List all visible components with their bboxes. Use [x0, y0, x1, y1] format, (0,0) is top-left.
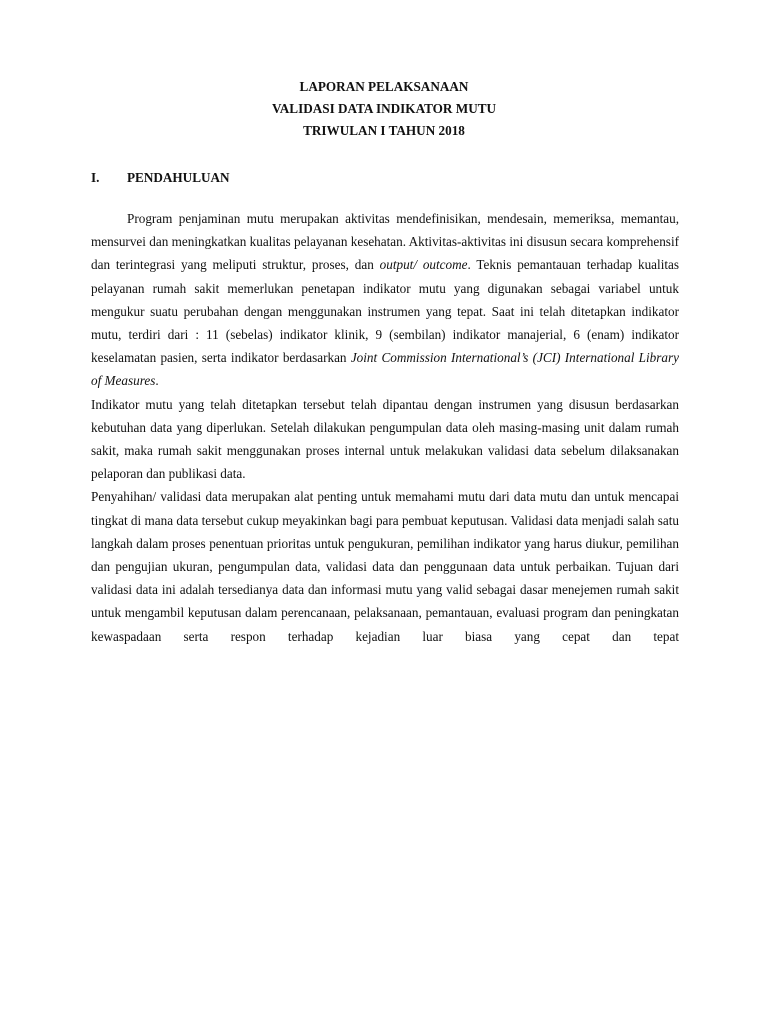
title-line-1: LAPORAN PELAKSANAAN: [299, 79, 469, 94]
document-title: [0, 76, 768, 142]
paragraph-3: Penyahihan/ validasi data merupakan alat penting untuk memahami mutu dari data mutu dan untuk mencapai tingkat di mana data tersebut cukup meyakinkan bagi para pembuat keputusan. Validasi data menjadi salah satu langkah dalam proses penentuan prioritas untuk pengukuran, pemilihan indikator yang harus diukur, pemilihan dan pengujian ukuran, pengumpulan data, validasi data dan penggunaan data untuk perbaikan. Tujuan dari validasi data ini adalah tersedianya data dan informasi mutu yang valid sebagai dasar menejemen rumah sakit untuk mengambil keputusan dalam perencanaan, pelaksanaan, pemantauan, evaluasi program dan peningkatan kewaspadaan serta respon terhadap kejadian luar biasa yang cepat dan tepat: [91, 489, 679, 644]
section-number: I.: [91, 170, 100, 185]
paragraph-1-italic-jci: Joint Commission International’s (JCI) International Library of Measures: [91, 350, 679, 389]
body-text: [91, 207, 679, 648]
paragraph-1-italic-output: output/ outcome: [379, 257, 468, 273]
title-line-3: TRIWULAN I TAHUN 2018: [303, 123, 465, 138]
paragraph-1-text-c: . Teknis pemantauan terhadap kualitas pelayanan rumah sakit memerlukan penetapan indikator mutu yang digunakan sebagai variabel untuk mengukur suatu perubahan dengan menggunakan instrumen yang tepat. Saat ini telah ditetapkan indikator mutu, terdiri dari : 11 (sebelas) indikator klinik, 9 (sembilan) indikator manajerial, 6 (enam) indikator keselamatan pasien, serta indikator berdasarkan: [91, 257, 680, 366]
paragraph-1-text-a: Program penjaminan mutu merupakan aktivitas mendefinisikan, mendesain, memeriksa, memantau, mensurvei dan meningkatkan kualitas pelayanan kesehatan. Aktivitas-aktivitas ini disusun secara komprehensif dan terintegrasi yang meliputi struktur, proses, dan: [91, 211, 679, 273]
paragraph-1-text-e: .: [155, 373, 159, 389]
paragraph-2: Indikator mutu yang telah ditetapkan tersebut telah dipantau dengan instrumen yang disusun berdasarkan kebutuhan data yang diperlukan. Setelah dilakukan pengumpulan data oleh masing-masing unit dalam rumah sakit, maka rumah sakit menggunakan proses internal untuk melakukan validasi data sebelum dilaksanakan pelaporan dan publikasi data.: [91, 396, 679, 482]
section-title: PENDAHULUAN: [127, 170, 230, 185]
title-line-2: VALIDASI DATA INDIKATOR MUTU: [271, 101, 497, 116]
section-heading: [91, 168, 230, 188]
paragraph-1: [91, 207, 679, 393]
